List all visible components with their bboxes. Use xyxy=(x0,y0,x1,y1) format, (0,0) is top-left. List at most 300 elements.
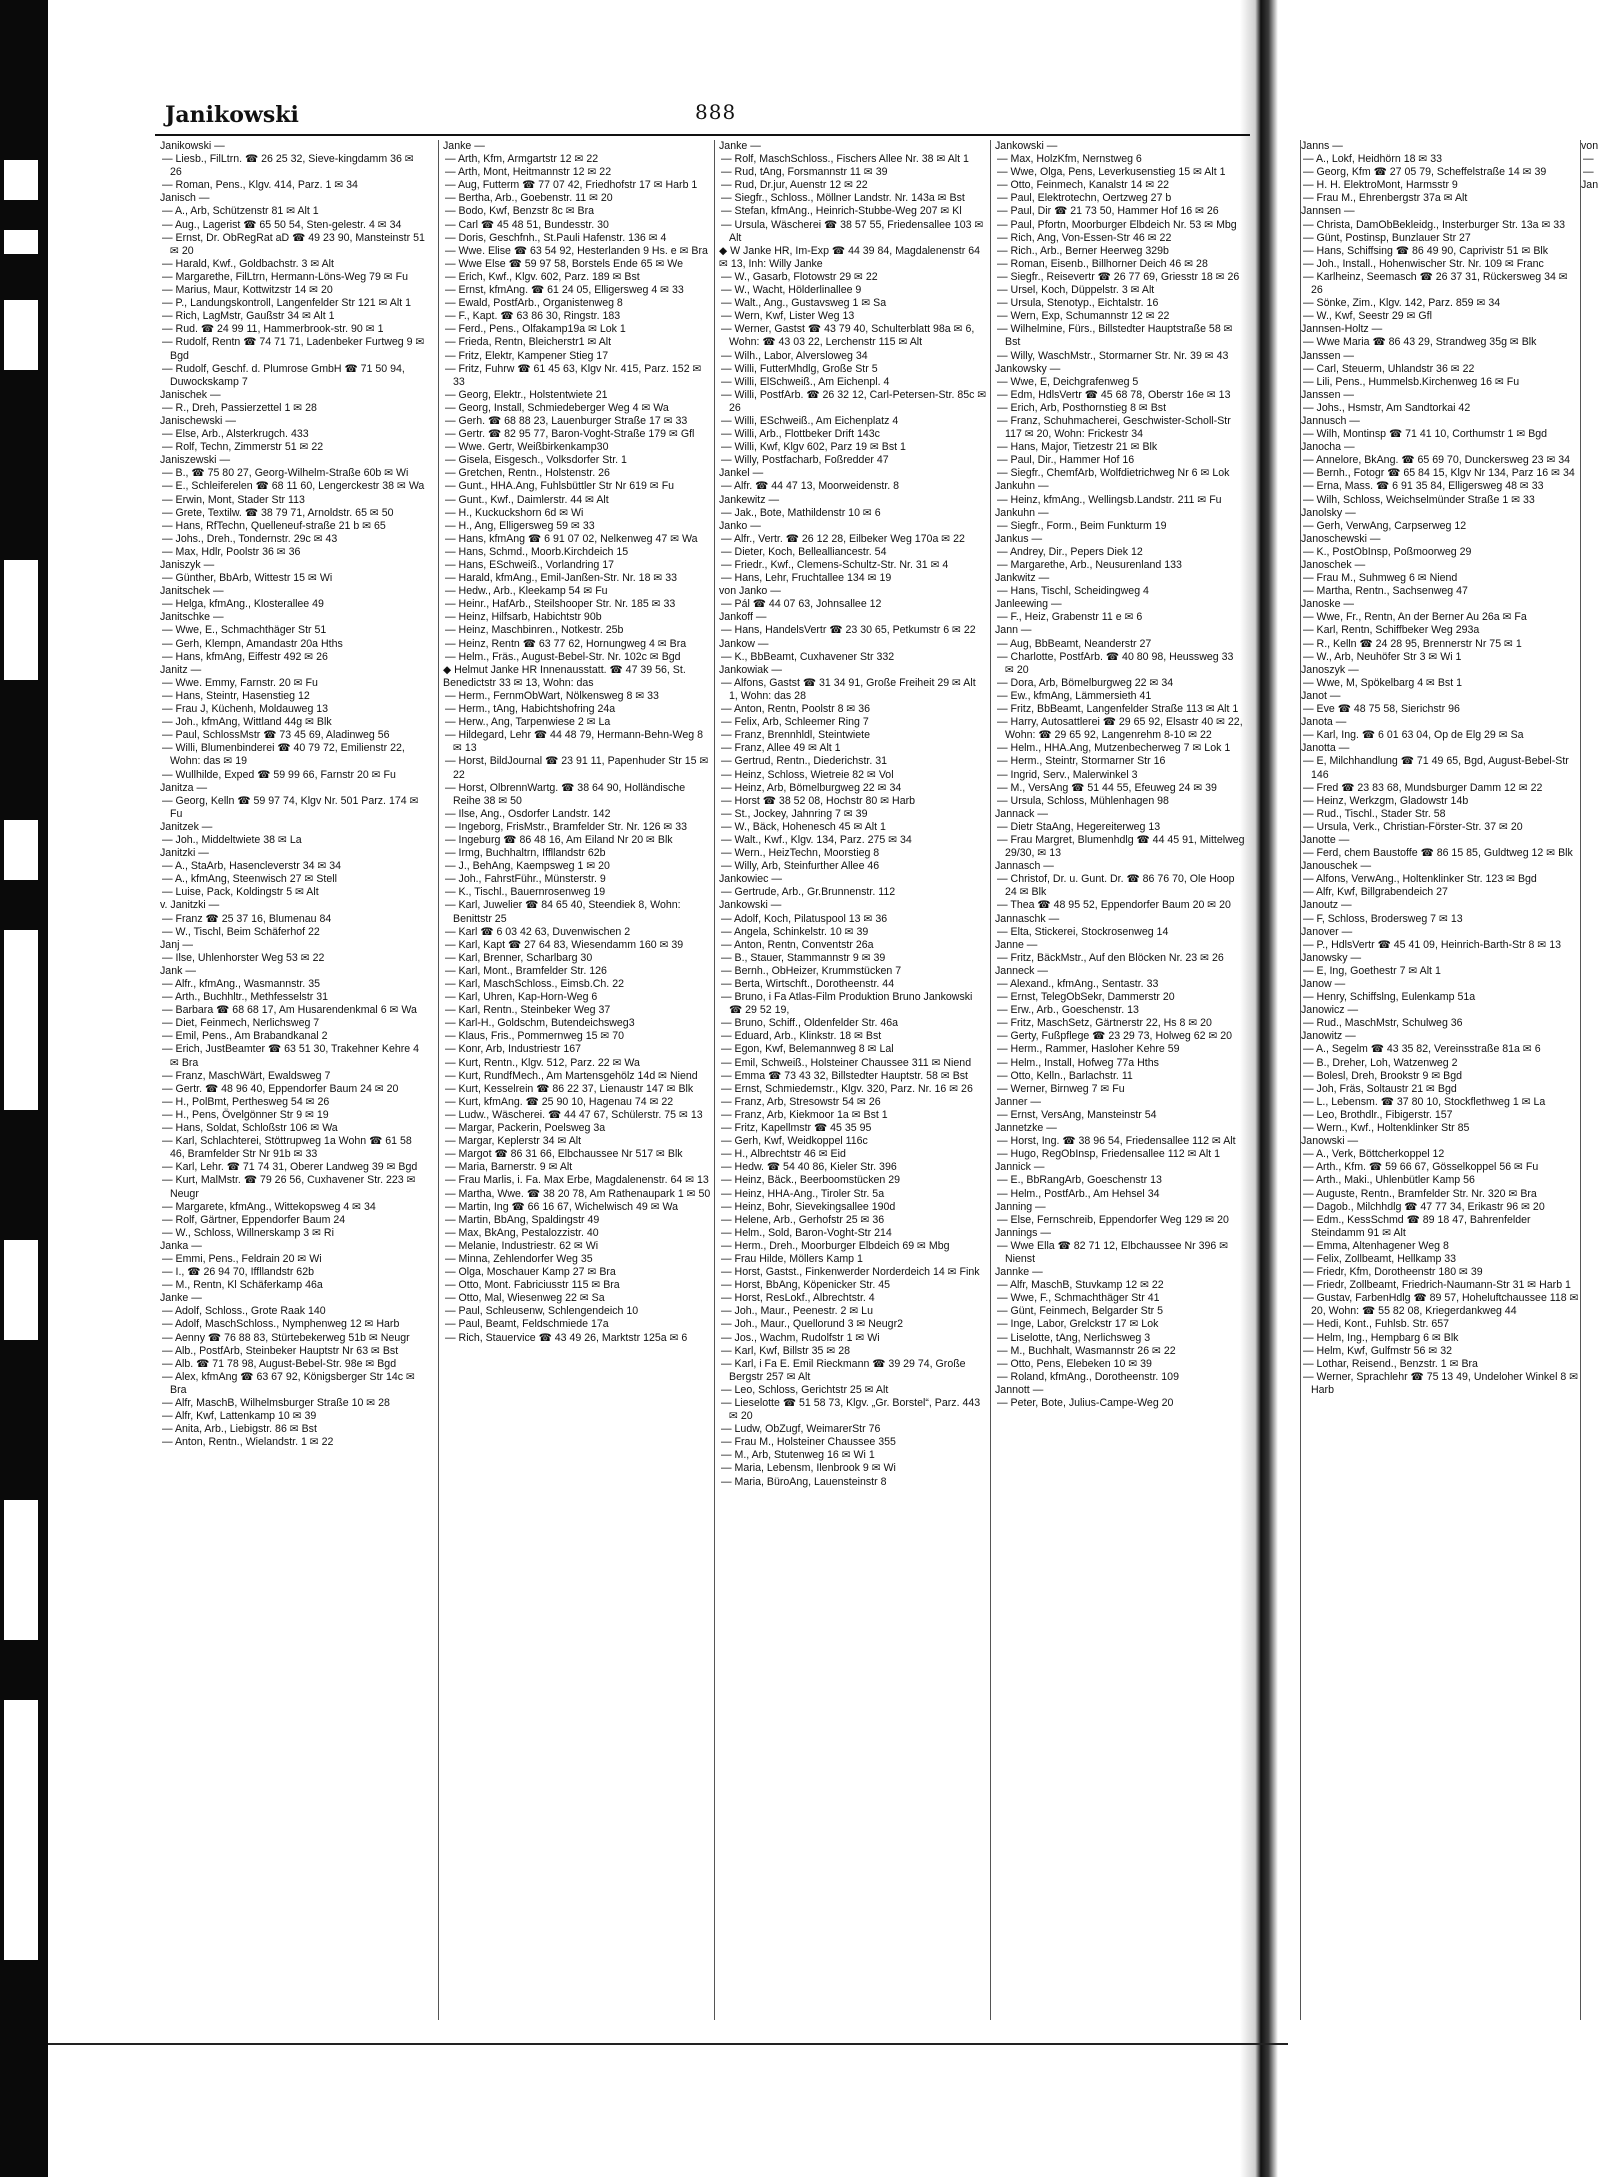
directory-entry: — Gustav, FarbenHdlg ☎ 89 57, Hoheluftchaussee 118 ✉ 20, Wohn: ☎ 55 82 08, Kriegerdankweg 44 xyxy=(1303,1292,1579,1318)
directory-entry: — Christof, Dr. u. Gunt. Dr. ☎ 86 76 70, Ole Hoop 24 ✉ Blk xyxy=(997,873,1235,899)
directory-entry: — Dieter, Koch, Bellealliancestr. 54 xyxy=(721,545,887,558)
directory-entry: — Friedr, Kfm, Dorotheenstr 180 ✉ 39 xyxy=(1303,1266,1483,1279)
directory-entry: Jannetzke — xyxy=(995,1122,1057,1135)
directory-entry: — Willy, WaschMstr., Stormarner Str. Nr. 39 ✉ 43 xyxy=(997,349,1229,362)
book-gutter xyxy=(1240,0,1278,2177)
directory-entry: — Ewald, PostfArb., Organistenweg 8 xyxy=(445,297,623,310)
directory-entry: — Gerty, Fußpflege ☎ 23 29 73, Holweg 62 ✉ 20 xyxy=(997,1030,1233,1043)
directory-entry: — Walt., Ang., Gustavsweg 1 ✉ Sa xyxy=(721,297,887,310)
directory-entry: — Franz, Brennhldl, Steintwiete xyxy=(721,729,870,742)
directory-entry: — M., Arb, Stutenweg 16 ✉ Wi 1 xyxy=(721,1449,875,1462)
directory-entry: — Thea ☎ 48 95 52, Eppendorfer Baum 20 ✉ 20 xyxy=(997,899,1231,912)
directory-entry: — Willi, FutterMhdlg, Große Str 5 xyxy=(721,362,878,375)
directory-entry: — Willi, Arb., Flottbeker Drift 143c xyxy=(721,428,880,441)
directory-entry: — Alb., PostfArb, Steinbeker Hauptstr Nr 63 ✉ Bst xyxy=(162,1344,399,1357)
directory-entry: — B., Dreher, Loh, Watzenweg 2 xyxy=(1303,1056,1458,1069)
directory-entry: — Melanie, Industriestr. 62 ✉ Wi xyxy=(445,1239,599,1252)
directory-entry: — Alfr, Kwf, Billgrabendeich 27 xyxy=(1303,886,1448,899)
book-binding-edge xyxy=(0,0,48,2177)
directory-entry: Jannick — xyxy=(995,1161,1045,1174)
directory-entry: — Franz ☎ 25 37 16, Blumenau 84 xyxy=(162,912,332,925)
directory-entry: — Otto, Feinmech, Kanalstr 14 ✉ 22 xyxy=(997,179,1169,192)
directory-entry: — Gunt., Kwf., Daimlerstr. 44 ✉ Alt xyxy=(445,493,609,506)
directory-entry: — Arth, Kfm, Armgartstr 12 ✉ 22 xyxy=(445,153,599,166)
directory-entry: — Wwe, E., Schmachthäger Str 51 xyxy=(162,624,327,637)
directory-entry: — H., Pens, Övelgönner Str 9 ✉ 19 xyxy=(162,1108,329,1121)
directory-entry: — Ursula, Stenotyp., Eichtalstr. 16 xyxy=(997,297,1159,310)
directory-entry: — Heinr., HafArb., Steilshooper Str. Nr. 185 ✉ 33 xyxy=(445,598,676,611)
directory-entry: — Frau J, Küchenh, Moldauweg 13 xyxy=(162,703,329,716)
page-bottom-rule xyxy=(48,2043,1288,2045)
directory-entry: — Wwe, F., Schmachthäger Str 41 xyxy=(997,1292,1160,1305)
directory-entry: — Lieselotte ☎ 51 58 73, Klgv. „Gr. Borstel“, Parz. 443 ✉ 20 xyxy=(721,1397,981,1423)
directory-entry: — Hedw. ☎ 54 40 86, Kieler Str. 396 xyxy=(721,1161,897,1174)
directory-entry: — Werner, Birnweg 7 ✉ Fu xyxy=(997,1082,1125,1095)
directory-entry: Jankowiak — xyxy=(719,663,782,676)
directory-entry: — Alex, kfmAng ☎ 63 67 92, Königsberger Str 14c ✉ Bra xyxy=(162,1370,415,1396)
directory-entry: — Emil, Pens., Am Brabandkanal 2 xyxy=(162,1030,328,1043)
directory-entry: — W., Gasarb, Flotowstr 29 ✉ 22 xyxy=(721,270,878,283)
directory-entry: — K., BbBeamt, Cuxhavener Str 332 xyxy=(721,650,895,663)
directory-entry: — Wern., HeizTechn, Moorstieg 8 xyxy=(721,847,880,860)
directory-entry: — Friedr, Zollbeamt, Friedrich-Naumann-Str 31 ✉ Harb 1 xyxy=(1303,1279,1571,1292)
directory-entry: — Ernst, VersAng, Mansteinstr 54 xyxy=(997,1108,1157,1121)
directory-entry: — Rich, LagMstr, Gaußstr 34 ✉ Alt 1 xyxy=(162,310,335,323)
directory-entry: — Ursel, Koch, Düppelstr. 3 ✉ Alt xyxy=(997,284,1155,297)
directory-entry: — Helm., Install, Hofweg 77a Hths xyxy=(997,1056,1159,1069)
directory-entry: — A., Arb, Schützenstr 81 ✉ Alt 1 xyxy=(162,205,319,218)
directory-entry: ◆ Helmut Janke HR Innenausstatt. ☎ 47 39 56, St. Benedictstr 33 ✉ 13, Wohn: das xyxy=(443,663,686,689)
directory-entry: Janover — xyxy=(1301,925,1353,938)
directory-entry: — Wwe, Fr., Rentn, An der Berner Au 26a ✉ Fa xyxy=(1303,611,1527,624)
directory-entry: Janischewski — xyxy=(160,414,236,427)
directory-entry: — Herm., Steintr, Stormarner Str 16 xyxy=(997,755,1166,768)
directory-entry: — Otto, Pens, Elebeken 10 ✉ 39 xyxy=(997,1357,1152,1370)
directory-entry: — Adolf, MaschSchloss., Nymphenweg 12 ✉ Harb xyxy=(162,1318,400,1331)
directory-entry: — Erich, Kwf., Klgv. 602, Parz. 189 ✉ Bst xyxy=(445,270,640,283)
directory-entry: — Gertr. ☎ 48 96 40, Eppendorfer Baum 24 ✉ 20 xyxy=(162,1082,399,1095)
directory-entry: — Rud, Dr.jur, Auenstr 12 ✉ 22 xyxy=(721,179,868,192)
directory-entry: — Ilse, Uhlenhorster Weg 53 ✉ 22 xyxy=(162,951,325,964)
directory-entry: — Margar, Keplerstr 34 ✉ Alt xyxy=(445,1135,582,1148)
directory-entry: — Carl ☎ 45 48 51, Bundesstr. 30 xyxy=(445,218,609,231)
directory-entry: — Henry, Schiffslng, Eulenkamp 51a xyxy=(1303,991,1476,1004)
directory-entry: — Hans, Major, Tietzestr 21 ✉ Blk xyxy=(997,441,1158,454)
directory-entry: — Gisela, Eisgesch., Volksdorfer Str. 1 xyxy=(445,454,627,467)
directory-entry: Jankewitz — xyxy=(719,493,780,506)
directory-entry: — Margot ☎ 86 31 66, Elbchaussee Nr 517 ✉ Blk xyxy=(445,1148,683,1161)
directory-entry: Jannsen — xyxy=(1301,205,1355,218)
directory-entry: — Sönke, Zim., Klgv. 142, Parz. 859 ✉ 34 xyxy=(1303,297,1501,310)
directory-entry: — F., Kapt. ☎ 63 86 30, Ringstr. 183 xyxy=(445,310,621,323)
directory-entry: — Gerh, VerwAng, Carpserweg 12 xyxy=(1303,519,1467,532)
directory-entry: — St., Jockey, Jahnring 7 ✉ 39 xyxy=(721,807,868,820)
directory-entry: — M., Buchhalt, Wasmannstr 26 ✉ 22 xyxy=(997,1344,1176,1357)
directory-entry: — Rolf, Techn, Zimmerstr 51 ✉ 22 xyxy=(162,441,324,454)
directory-entry: — Peter, Bote, Julius-Campe-Weg 20 xyxy=(997,1397,1174,1409)
directory-entry: — Martin, BbAng, Spaldingstr 49 xyxy=(445,1213,600,1226)
directory-entry: — Margarethe, FilLtrn, Hermann-Löns-Weg 79 ✉ Fu xyxy=(162,270,408,283)
directory-entry: — Adolf, Koch, Pilatuspool 13 ✉ 36 xyxy=(721,912,888,925)
directory-entry: — K., PostObInsp, Poßmoorweg 29 xyxy=(1303,545,1472,558)
directory-entry: — Rud., Tischl., Stader Str. 58 xyxy=(1303,807,1446,820)
directory-entry: — Carl, Steuerm, Uhlandstr 36 ✉ 22 xyxy=(1303,362,1475,375)
directory-entry: — Paul, Schleusenw, Schlengendeich 10 xyxy=(445,1305,639,1318)
directory-entry: — Diet, Feinmech, Nerlichsweg 7 xyxy=(162,1017,320,1030)
directory-entry: — Roman, Pens., Klgv. 414, Parz. 1 ✉ 34 xyxy=(162,179,358,192)
directory-entry: Janke — xyxy=(160,1292,202,1305)
directory-entry: — Hugo, RegObInsp, Friedensallee 112 ✉ Alt 1 xyxy=(997,1148,1221,1161)
directory-entry: — Fritz, Fuhrw ☎ 61 45 63, Klgv Nr. 415, Parz. 152 ✉ 33 xyxy=(445,362,702,388)
directory-entry: — Klaus, Fris., Pommernweg 15 ✉ 70 xyxy=(445,1030,625,1043)
directory-entry: — Bernh., ObHeizer, Krummstücken 7 xyxy=(721,964,902,977)
directory-entry: — Arth., Kfm. ☎ 59 66 67, Gösselkoppel 56 ✉ Fu xyxy=(1303,1161,1539,1174)
directory-entry: — Ferd., Pens., Olfakamp19a ✉ Lok 1 xyxy=(445,323,626,336)
directory-entry: — Hildegard, Lehr ☎ 44 48 79, Hermann-Behn-Weg 8 ✉ 13 xyxy=(445,729,703,755)
directory-entry: — Alb. ☎ 71 78 98, August-Bebel-Str. 98e ✉ Bgd xyxy=(162,1357,397,1370)
directory-entry: Janko — xyxy=(719,519,761,532)
directory-entry: — Helm, Kwf, Gulfmstr 56 ✉ 32 xyxy=(1303,1344,1452,1357)
directory-entry: — Felix, Arb, Schleemer Ring 7 xyxy=(721,716,869,729)
directory-entry: — Horst, Ing. ☎ 38 96 54, Friedensallee 112 ✉ Alt xyxy=(997,1135,1236,1148)
directory-entry: — Aug., Lagerist ☎ 65 50 54, Sten-gelestr. 4 ✉ 34 xyxy=(162,218,402,231)
directory-entry: — F, Schloss, Brodersweg 7 ✉ 13 xyxy=(1303,912,1463,925)
directory-entry: — L., Lebensm. ☎ 37 80 10, Stockflethweg 1 ✉ La xyxy=(1303,1095,1546,1108)
directory-entry: — Jak., Bote, Mathildenstr 10 ✉ 6 xyxy=(721,506,881,519)
directory-entry: Janolsky — xyxy=(1301,506,1356,519)
directory-entry: — Horst, BildJournal ☎ 23 91 11, Papenhuder Str 15 ✉ 22 xyxy=(445,755,709,781)
directory-entry: — Wwe, M, Spökelbarg 4 ✉ Bst 1 xyxy=(1303,676,1463,689)
directory-entry: — Willi, ESchweiß., Am Eichenplatz 4 xyxy=(721,414,899,427)
directory-entry: — Heinz, Arb, Bömelburgweg 22 ✉ 34 xyxy=(721,781,902,794)
directory-entry: — Lili, Pens., Hummelsb.Kirchenweg 16 ✉ Fu xyxy=(1303,375,1520,388)
directory-column-2 xyxy=(438,140,711,2020)
directory-entry: — Helene, Arb., Gerhofstr 25 ✉ 36 xyxy=(721,1213,885,1226)
directory-entry: — Frau Margret, Blumenhdlg ☎ 44 45 91, Mittelweg 29/30, ✉ 13 xyxy=(997,833,1245,860)
directory-column-3 xyxy=(714,140,987,2020)
directory-entry: — Grete, Textilw. ☎ 38 79 71, Arnoldstr. 65 ✉ 50 xyxy=(162,506,394,519)
directory-entry: — Ingeborg, FrisMstr., Bramfelder Str. Nr. 126 ✉ 33 xyxy=(445,820,688,833)
directory-entry: Jannsen-Holtz — xyxy=(1301,323,1383,336)
directory-entry: — Frau M., Ehrenbergstr 37a ✉ Alt xyxy=(1303,192,1468,205)
directory-entry: — Fred ☎ 23 83 68, Mundsburger Damm 12 ✉ 22 xyxy=(1303,781,1543,794)
directory-entry: — Ernst, Schmiedemstr., Klgv. 320, Parz. Nr. 16 ✉ 26 xyxy=(721,1082,973,1095)
directory-entry: — Werner, Sprachlehr ☎ 75 13 49, Undeloher Winkel 8 ✉ Harb xyxy=(1303,1370,1579,1396)
directory-entry: Janner — xyxy=(995,1095,1041,1108)
directory-entry: — Paul, SchlossMstr ☎ 73 45 69, Aladinweg 56 xyxy=(162,729,390,742)
directory-entry: — Rud. ☎ 24 99 11, Hammerbrook-str. 90 ✉ 1 xyxy=(162,323,384,336)
directory-entry: — Hans, kfmAng, Eiffestr 492 ✉ 26 xyxy=(162,650,328,663)
directory-entry: Janiszyk — xyxy=(160,559,215,571)
directory-entry: — Minna, Zehlendorfer Weg 35 xyxy=(445,1252,593,1265)
directory-entry: — Erw., Arb., Goeschenstr. 13 xyxy=(997,1004,1139,1017)
directory-entry: Janne — xyxy=(995,938,1038,951)
directory-entry: — Gerh, Kwf, Weidkoppel 116c xyxy=(721,1135,868,1148)
directory-entry: — Erna, Mass. ☎ 6 91 35 84, Elligersweg 48 ✉ 33 xyxy=(1303,480,1544,493)
directory-entry: — Anita, Arb., Liebigstr. 86 ✉ Bst xyxy=(162,1423,317,1436)
directory-entry: — Rich, Ang, Von-Essen-Str 46 ✉ 22 xyxy=(997,231,1172,244)
directory-entry: — H., PolBmt, Perthesweg 54 ✉ 26 xyxy=(162,1095,330,1108)
directory-entry: — Franz, MaschWärt, Ewaldsweg 7 xyxy=(162,1069,331,1082)
directory-entry: — Karlheinz, Seemasch ☎ 26 37 31, Rückersweg 34 ✉ 26 xyxy=(1303,270,1568,297)
directory-entry: — Else, Arb., Alsterkrugch. 433 xyxy=(162,428,309,441)
directory-entry: — Georg, Elektr., Holstentwiete 21 xyxy=(445,388,608,401)
directory-entry: — Fritz, Kapellmstr ☎ 45 35 95 xyxy=(721,1122,872,1135)
directory-entry: Janot — xyxy=(1301,689,1341,702)
directory-entry: — Karl, Juwelier ☎ 84 65 40, Steendiek 8, Wohn: Benittstr 25 xyxy=(445,899,681,925)
directory-entry: — P., Landungskontroll, Langenfelder Str 121 ✉ Alt 1 xyxy=(162,297,411,310)
directory-entry: — W., Tischl, Beim Schäferhof 22 xyxy=(162,925,320,938)
directory-entry: — Günt, Feinmech, Belgarder Str 5 xyxy=(997,1305,1164,1318)
directory-entry: — Gertrude, Arb., Gr.Brunnenstr. 112 xyxy=(721,886,896,899)
directory-entry: — Horst, OlbrennWartg. ☎ 38 64 90, Holländische Reihe 38 ✉ 50 xyxy=(445,781,686,807)
directory-entry: — Marius, Maur, Kottwitzstr 14 ✉ 20 xyxy=(162,284,333,297)
directory-entry: — Hans, Schmd., Moorb.Kirchdeich 15 xyxy=(445,545,629,558)
directory-entry: Jannott — xyxy=(995,1383,1044,1396)
directory-entry: Jannack — xyxy=(995,807,1048,820)
directory-entry: — Bruno, i Fa Atlas-Film Produktion Bruno Jankowski ☎ 29 52 19, xyxy=(721,991,973,1017)
directory-entry: — Helm., HHA.Ang, Mutzenbecherweg 7 ✉ Lok 1 xyxy=(997,742,1231,755)
directory-entry: Janitza — xyxy=(160,781,208,794)
directory-entry: Janiszewski — xyxy=(160,454,231,467)
directory-entry: — Gretchen, Rentn., Holstenstr. 26 xyxy=(445,467,610,480)
directory-entry: — A., Verk, Böttcherkoppel 12 xyxy=(1303,1148,1445,1161)
directory-entry: — Maria, Barnerstr. 9 ✉ Alt xyxy=(445,1161,573,1174)
directory-entry: — H., Kuckuckshorn 6d ✉ Wi xyxy=(445,506,584,519)
directory-entry: — xyxy=(1583,166,1594,179)
directory-entry: Janitschek — xyxy=(160,585,224,598)
directory-entry: — Anton, Rentn, Conventstr 26a xyxy=(721,938,874,951)
directory-entry: — Bodo, Kwf, Benzstr 8c ✉ Bra xyxy=(445,205,595,218)
directory-entry: — Wwe, Olga, Pens, Leverkusenstieg 15 ✉ Alt 1 xyxy=(997,166,1226,179)
directory-entry: — Alfons, VerwAng., Holtenklinker Str. 123 ✉ Bgd xyxy=(1303,873,1537,886)
directory-entry: — Kurt, kfmAng. ☎ 25 90 10, Hagenau 74 ✉ 22 xyxy=(445,1095,674,1108)
directory-entry: — Dora, Arb, Bömelburgweg 22 ✉ 34 xyxy=(997,676,1174,689)
directory-entry: — Joh., Middeltwiete 38 ✉ La xyxy=(162,833,302,846)
directory-entry: — Friedr., Kwf., Clemens-Schultz-Str. Nr. 31 ✉ 4 xyxy=(721,559,949,571)
directory-entry: — Harry, Autosattlerei ☎ 29 65 92, Elsastr 40 ✉ 22, Wohn: ☎ 29 65 92, Langenrehm 8-10 ✉ 22 xyxy=(997,716,1243,742)
directory-entry: — Alfr, MaschB, Stuvkamp 12 ✉ 22 xyxy=(997,1279,1164,1292)
directory-entry: — Hans, RfTechn, Quelleneuf-straße 21 b ✉ 65 xyxy=(162,519,386,532)
directory-entry: — H. H. ElektroMont, Harmsstr 9 xyxy=(1303,179,1458,192)
directory-entry: — Hans, Steintr, Hasenstieg 12 xyxy=(162,689,310,702)
directory-entry: — Hedw., Arb., Kleekamp 54 ✉ Fu xyxy=(445,585,608,598)
directory-entry: — Annelore, BkAng. ☎ 65 69 70, Dunckersweg 23 ✉ 34 xyxy=(1303,454,1571,467)
directory-entry: Janoutz — xyxy=(1301,899,1352,912)
directory-entry: — Kurt, RundfMech., Am Martensgehölz 14d ✉ Niend xyxy=(445,1069,698,1082)
directory-entry: — Arth., Buchhltr., Methfesselstr 31 xyxy=(162,991,329,1004)
directory-entry: — Luise, Pack, Koldingstr 5 ✉ Alt xyxy=(162,886,319,899)
directory-entry: — Karl, i Fa E. Emil Rieckmann ☎ 39 29 74, Große Bergstr 257 ✉ Alt xyxy=(721,1357,966,1383)
directory-entry: — Wilh, Schloss, Weichselmünder Straße 1 ✉ 33 xyxy=(1303,493,1535,506)
directory-entry: — Franz, Arb, Kiekmoor 1a ✉ Bst 1 xyxy=(721,1108,888,1121)
directory-entry: — M., Rentn, Kl Schäferkamp 46a xyxy=(162,1279,323,1292)
directory-entry: — Martha, Wwe. ☎ 38 20 78, Am Rathenaupark 1 ✉ 50 xyxy=(445,1187,711,1200)
directory-column-6 xyxy=(1580,140,1600,2020)
directory-entry: — F., Heiz, Grabenstr 11 e ✉ 6 xyxy=(997,611,1143,624)
directory-entry: — Karl, Ing. ☎ 6 01 63 04, Op de Elg 29 ✉ Sa xyxy=(1303,729,1524,742)
directory-entry: — Anton, Rentn., Wielandstr. 1 ✉ 22 xyxy=(162,1436,334,1449)
directory-entry: — Helm., PostfArb., Am Hehsel 34 xyxy=(997,1187,1160,1200)
directory-entry: — Wwe. Emmy, Farnstr. 20 ✉ Fu xyxy=(162,676,318,689)
directory-entry: — Wwe Ella ☎ 82 71 12, Elbchaussee Nr 396 ✉ Nienst xyxy=(997,1239,1229,1265)
directory-entry: Janning — xyxy=(995,1200,1046,1213)
directory-entry: — Otto, Kelln., Barlachstr. 11 xyxy=(997,1069,1133,1082)
directory-entry: Janssen — xyxy=(1301,388,1354,401)
directory-entry: — Alfr., kfmAng., Wasmannstr. 35 xyxy=(162,978,320,990)
directory-entry: — Edm., KessSchmd ☎ 89 18 47, Bahrenfelder Steindamm 91 ✉ Alt xyxy=(1303,1213,1531,1239)
directory-entry: — Rud, tAng, Forsmannstr 11 ✉ 39 xyxy=(721,166,888,179)
directory-entry: — Rudolf, Rentn ☎ 74 71 71, Ladenbeker Furtweg 9 ✉ Bgd xyxy=(162,336,425,362)
directory-entry: — Heinz, Bohr, Sievekingsallee 190d xyxy=(721,1200,896,1213)
directory-entry: — Siegfr., Schloss., Möllner Landstr. Nr. 143a ✉ Bst xyxy=(721,192,965,205)
directory-entry: Janitzek — xyxy=(160,820,213,833)
directory-entry: — Ursula, Wäscherei ☎ 38 57 55, Friedensallee 103 ✉ Alt xyxy=(721,218,984,244)
directory-entry: — Erich, Arb, Posthornstieg 8 ✉ Bst xyxy=(997,401,1167,414)
directory-entry: — Karl, Rentn, Schiffbeker Weg 293a xyxy=(1303,624,1480,637)
directory-entry: Janowski — xyxy=(1301,1135,1359,1148)
directory-entry: — W., Schloss, Willnerskamp 3 ✉ Ri xyxy=(162,1226,334,1239)
directory-entry: — Walt., Kwf., Klgv. 134, Parz. 275 ✉ 34 xyxy=(721,833,912,846)
directory-entry: — Wern, Kwf, Lister Weg 13 xyxy=(721,310,855,323)
directory-entry: — Wilh, Montinsp ☎ 71 41 10, Corthumstr 1 ✉ Bgd xyxy=(1303,428,1548,441)
directory-entry: — Herm., Dreh., Moorburger Elbdeich 69 ✉ Mbg xyxy=(721,1239,950,1252)
directory-entry: Janoske — xyxy=(1301,598,1354,611)
directory-entry: — Auguste, Rentn., Bramfelder Str. Nr. 320 ✉ Bra xyxy=(1303,1187,1537,1200)
directory-entry: — W., Arb, Neuhöfer Str 3 ✉ Wi 1 xyxy=(1303,650,1462,663)
directory-entry: — E, Ing, Goethestr 7 ✉ Alt 1 xyxy=(1303,964,1441,977)
directory-entry: — Barbara ☎ 68 68 17, Am Husarendenkmal 6 ✉ Wa xyxy=(162,1004,417,1017)
directory-entry: — Gerh, Klempn, Amandastr 20a Hths xyxy=(162,637,343,650)
directory-entry: — Karl, Schlachterei, Stöttrupweg 1a Wohn ☎ 61 58 46, Bramfelder Str Nr 91b ✉ 33 xyxy=(162,1135,412,1161)
directory-column-5 xyxy=(1300,140,1581,2020)
directory-entry: — Doris, Geschfnh., St.Pauli Hafenstr. 136 ✉ 4 xyxy=(445,231,667,244)
directory-entry: — Andrey, Dir., Pepers Diek 12 xyxy=(997,545,1143,558)
directory-entry: — B., ☎ 75 80 27, Georg-Wilhelm-Straße 60b ✉ Wi xyxy=(162,467,409,480)
directory-entry: — Margar, Packerin, Poelsweg 3a xyxy=(445,1122,606,1135)
directory-entry: — Ingrid, Serv., Malerwinkel 3 xyxy=(997,768,1138,781)
directory-entry: — Hans, kfmAng ☎ 6 91 07 02, Nelkenweg 47 ✉ Wa xyxy=(445,532,698,545)
directory-entry: — Ew., kfmAng, Lämmersieth 41 xyxy=(997,689,1152,702)
directory-entry: Jannasch — xyxy=(995,860,1054,873)
directory-entry: — Berta, Wirtschft., Dorotheenstr. 44 xyxy=(721,978,895,990)
directory-entry: — Rolf, MaschSchloss., Fischers Allee Nr. 38 ✉ Alt 1 xyxy=(721,153,969,166)
directory-entry: — Paul, Dir., Hammer Hof 16 xyxy=(997,454,1135,467)
directory-entry: — Ilse, Ang., Osdorfer Landstr. 142 xyxy=(445,807,611,820)
directory-entry: von Janko — xyxy=(719,585,781,598)
directory-entry: — Leo, Brothdlr., Fibigerstr. 157 xyxy=(1303,1108,1453,1121)
directory-entry: Jankuhn — xyxy=(995,480,1049,493)
directory-entry: — A., Segelm ☎ 43 35 82, Vereinsstraße 81a ✉ 6 xyxy=(1303,1043,1541,1056)
directory-entry: — Johs., Dreh., Tondernstr. 29c ✉ 43 xyxy=(162,532,338,545)
directory-entry: — Paul, Pfortn, Moorburger Elbdeich Nr. 53 ✉ Mbg xyxy=(997,218,1237,231)
directory-entry: — Edm, HdlsVertr ☎ 45 68 78, Oberstr 16e ✉ 13 xyxy=(997,388,1231,401)
directory-entry: — Arth., Maki., Uhlenbütler Kamp 56 xyxy=(1303,1174,1475,1187)
directory-entry: Janitz — xyxy=(160,663,202,676)
directory-entry: — Max, BkAng, Pestalozzistr. 40 xyxy=(445,1226,599,1239)
directory-entry: Janowitz — xyxy=(1301,1030,1356,1043)
directory-entry: — Karl, Kapt ☎ 27 64 83, Wiesendamm 160 ✉ 39 xyxy=(445,938,684,951)
directory-entry: — Wwe. Gertr, Weißbirkenkamp30 xyxy=(445,441,609,454)
directory-entry: — Alfr. ☎ 44 47 13, Moorweidenstr. 8 xyxy=(721,480,900,493)
directory-entry: — Maria, BüroAng, Lauensteinstr 8 xyxy=(721,1475,887,1488)
directory-entry: — Karl, MaschSchloss., Eimsb.Ch. 22 xyxy=(445,978,624,990)
directory-entry: — Adolf, Schloss., Grote Raak 140 xyxy=(162,1305,326,1318)
directory-entry: — Ernst, TelegObSekr, Dammerstr 20 xyxy=(997,991,1175,1004)
directory-entry: — Alfr, MaschB, Wilhelmsburger Straße 10 ✉ 28 xyxy=(162,1397,390,1409)
directory-entry: — B., Stauer, Stammannstr 9 ✉ 39 xyxy=(721,951,886,964)
directory-entry: — E, Milchhandlung ☎ 71 49 65, Bgd, August-Bebel-Str 146 xyxy=(1303,755,1569,781)
directory-entry: Janka — xyxy=(160,1239,202,1252)
directory-entry: — Joh., kfmAng, Wittland 44g ✉ Blk xyxy=(162,716,332,729)
directory-entry: — Georg, Install, Schmiedeberger Weg 4 ✉ Wa xyxy=(445,401,669,414)
directory-entry: Jankel — xyxy=(719,467,764,480)
directory-entry: Jankwitz — xyxy=(995,572,1050,585)
directory-entry: — Franz, Allee 49 ✉ Alt 1 xyxy=(721,742,841,755)
directory-entry: — Herm., Rammer, Hasloher Kehre 59 xyxy=(997,1043,1180,1056)
directory-entry: — Emil, Schweiß., Holsteiner Chaussee 311 ✉ Niend xyxy=(721,1056,972,1069)
directory-entry: — Kurt, Rentn., Klgv. 512, Parz. 22 ✉ Wa xyxy=(445,1056,640,1069)
directory-entry: — Alfr, Kwf, Lattenkamp 10 ✉ 39 xyxy=(162,1410,317,1423)
directory-entry: Janocha — xyxy=(1301,441,1355,454)
directory-entry: — Joh., Install., Hohenwischer Str. Nr. 109 ✉ Franc xyxy=(1303,257,1544,270)
directory-entry: — Hans, HandelsVertr ☎ 23 30 65, Petkumstr 6 ✉ 22 xyxy=(721,624,976,637)
directory-entry: — Emma ☎ 73 43 32, Billstedter Hauptstr. 58 ✉ Bst xyxy=(721,1069,968,1082)
directory-entry: — Herm., tAng, Habichtshofring 24a xyxy=(445,703,616,716)
directory-entry: — Hans, Tischl, Scheidingweg 4 xyxy=(997,585,1149,598)
directory-entry: — Willi, Kwf, Klgv 602, Parz 19 ✉ Bst 1 xyxy=(721,441,906,454)
directory-entry: — E., Schleiferelen ☎ 68 11 60, Lengerckestr 38 ✉ Wa xyxy=(162,480,425,493)
directory-entry: — Fritz, MaschSetz, Gärtnerstr 22, Hs 8 ✉ 20 xyxy=(997,1017,1212,1030)
directory-entry: — Joh., FahrstFühr., Münsterstr. 9 xyxy=(445,873,606,886)
directory-entry: — Emmi, Pens., Feldrain 20 ✉ Wi xyxy=(162,1252,322,1265)
directory-entry: — Frau Marlis, i. Fa. Max Erbe, Magdalenenstr. 64 ✉ 13 xyxy=(445,1174,709,1187)
directory-entry: — Erich, JustBeamter ☎ 63 51 30, Trakehner Kehre 4 ✉ Bra xyxy=(162,1043,419,1069)
directory-entry: ◆ W Janke HR, Im-Exp ☎ 44 39 84, Magdalenenstr 64 ✉ 13, Inh: Willy Janke xyxy=(719,244,980,270)
directory-entry: — Eduard, Arb., Klinkstr. 18 ✉ Bst xyxy=(721,1030,882,1043)
directory-entry: — Felix, Zollbeamt, Hellkamp 33 xyxy=(1303,1252,1457,1265)
directory-entry: — Dietr StaAng, Hegereiterweg 13 xyxy=(997,820,1161,833)
directory-entry: — Alexand., kfmAng., Sentastr. 33 xyxy=(997,978,1159,990)
directory-entry: — Heinz, Hilfsarb, Habichtstr 90b xyxy=(445,611,602,624)
directory-entry: — xyxy=(1583,153,1594,166)
directory-entry: — Eve ☎ 48 75 58, Sierichstr 96 xyxy=(1303,703,1460,716)
directory-entry: — Karl, Rentn., Steinbeker Weg 37 xyxy=(445,1004,611,1017)
directory-column-4 xyxy=(990,140,1245,2020)
directory-entry: — Ernst, kfmAng. ☎ 61 24 05, Elligersweg 4 ✉ 33 xyxy=(445,284,684,297)
directory-entry: — Horst ☎ 38 52 08, Hochstr 80 ✉ Harb xyxy=(721,794,916,807)
directory-entry: — Paul, Dir ☎ 21 73 50, Hammer Hof 16 ✉ 26 xyxy=(997,205,1219,218)
directory-entry: — Günther, BbArb, Wittestr 15 ✉ Wi xyxy=(162,572,333,585)
directory-entry: Janleewing — xyxy=(995,598,1062,611)
directory-entry: — Kurt, Kesselrein ☎ 86 22 37, Lienaustr 147 ✉ Blk xyxy=(445,1082,694,1095)
directory-entry: — Harald, Kwf., Goldbachstr. 3 ✉ Alt xyxy=(162,257,334,270)
directory-entry: — Werner, Gastst ☎ 43 79 40, Schulterblatt 98a ✉ 6, Wohn: ☎ 43 03 22, Lerchenstr 115 ✉ Alt xyxy=(721,323,975,349)
directory-entry: — Franz, Schuhmacherei, Geschwister-Scholl-Str 117 ✉ 20, Wohn: Frickestr 34 xyxy=(997,414,1231,441)
directory-entry: Janke — xyxy=(443,140,485,152)
directory-entry: — Christa, DamObBekleidg., Insterburger Str. 13a ✉ 33 xyxy=(1303,218,1566,231)
directory-entry: — M., VersAng ☎ 51 44 55, Efeuweg 24 ✉ 39 xyxy=(997,781,1217,794)
directory-entry: Janischek — xyxy=(160,388,221,401)
directory-entry: — Frau Hilde, Möllers Kamp 1 xyxy=(721,1252,863,1265)
directory-entry: — Fritz, BbBeamt, Langenfelder Straße 113 ✉ Alt 1 xyxy=(997,703,1239,716)
directory-entry: — H., Albrechtstr 46 ✉ Eid xyxy=(721,1148,846,1161)
directory-entry: — Joh., Maur., Peenestr. 2 ✉ Lu xyxy=(721,1305,873,1318)
directory-entry: — Heinz, kfmAng., Wellingsb.Landstr. 211 ✉ Fu xyxy=(997,493,1222,506)
directory-entry: Jannke — xyxy=(995,1266,1043,1279)
directory-entry: — Siegfr., Reisevertr ☎ 26 77 69, Griesstr 18 ✉ 26 xyxy=(997,270,1240,283)
directory-entry: — Otto, Mont. Fabriciusstr 115 ✉ Bra xyxy=(445,1279,620,1292)
